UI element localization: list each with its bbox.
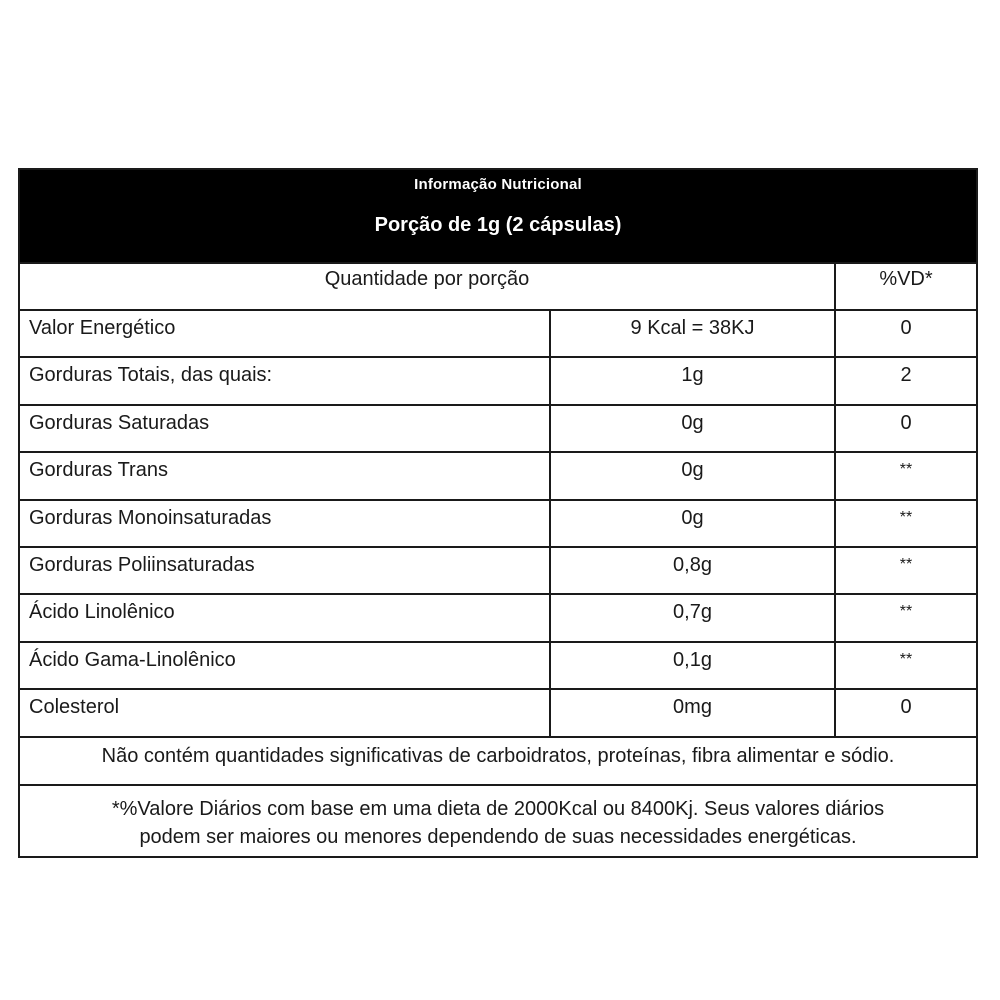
nutrient-daily-value: ** xyxy=(835,642,976,689)
nutrient-amount: 0g xyxy=(550,500,835,547)
table-row xyxy=(20,500,976,547)
table-row xyxy=(20,642,976,689)
nutrient-name: Gorduras Totais, das quais: xyxy=(20,357,550,404)
not-significant-note: Não contém quantidades significativas de carboidratos, proteínas, fibra alimentar e sódio. xyxy=(20,737,976,785)
footnote-line-1: *%Valore Diários com base em uma dieta de 2000Kcal ou 8400Kj. Seus valores diários xyxy=(111,797,885,820)
nutrient-daily-value: 2 xyxy=(835,357,976,404)
table-title: Informação Nutricional xyxy=(414,176,582,193)
table-row xyxy=(20,452,976,499)
nutrient-name: Gorduras Saturadas xyxy=(20,405,550,452)
nutrient-daily-value: 0 xyxy=(835,405,976,452)
footnote-line-2: podem ser maiores ou menores dependendo de suas necessidades energéticas. xyxy=(139,825,857,848)
footnote-row xyxy=(20,785,976,861)
table-header xyxy=(20,170,976,262)
nutrient-name: Ácido Linolênico xyxy=(20,594,550,641)
nutrient-amount: 0,1g xyxy=(550,642,835,689)
table-row xyxy=(20,405,976,452)
nutrient-name: Gorduras Monoinsaturadas xyxy=(20,500,550,547)
nutrient-amount: 9 Kcal = 38KJ xyxy=(550,310,835,357)
nutrient-amount: 0mg xyxy=(550,689,835,736)
daily-value-column-header: %VD* xyxy=(835,263,976,310)
nutrient-amount: 1g xyxy=(550,357,835,404)
serving-size: Porção de 1g (2 cápsulas) xyxy=(374,214,622,236)
note-row xyxy=(20,737,976,785)
table-row xyxy=(20,547,976,594)
nutrient-grid xyxy=(20,262,976,861)
nutrient-name: Colesterol xyxy=(20,689,550,736)
nutrient-daily-value: ** xyxy=(835,594,976,641)
nutrient-amount: 0,8g xyxy=(550,547,835,594)
nutrient-daily-value: 0 xyxy=(835,310,976,357)
daily-value-footnote xyxy=(20,785,976,861)
nutrient-amount: 0g xyxy=(550,452,835,499)
nutrient-daily-value: 0 xyxy=(835,689,976,736)
table-row xyxy=(20,310,976,357)
table-row xyxy=(20,594,976,641)
nutrient-amount: 0g xyxy=(550,405,835,452)
table-row xyxy=(20,357,976,404)
nutrient-name: Gorduras Poliinsaturadas xyxy=(20,547,550,594)
nutrient-name: Valor Energético xyxy=(20,310,550,357)
nutrient-amount: 0,7g xyxy=(550,594,835,641)
column-header-row xyxy=(20,263,976,310)
nutrient-daily-value: ** xyxy=(835,500,976,547)
nutrient-name: Ácido Gama-Linolênico xyxy=(20,642,550,689)
nutrient-daily-value: ** xyxy=(835,547,976,594)
table-row xyxy=(20,689,976,736)
nutrition-facts-table xyxy=(18,168,978,858)
nutrient-daily-value: ** xyxy=(835,452,976,499)
quantity-column-header: Quantidade por porção xyxy=(20,263,835,310)
nutrient-name: Gorduras Trans xyxy=(20,452,550,499)
